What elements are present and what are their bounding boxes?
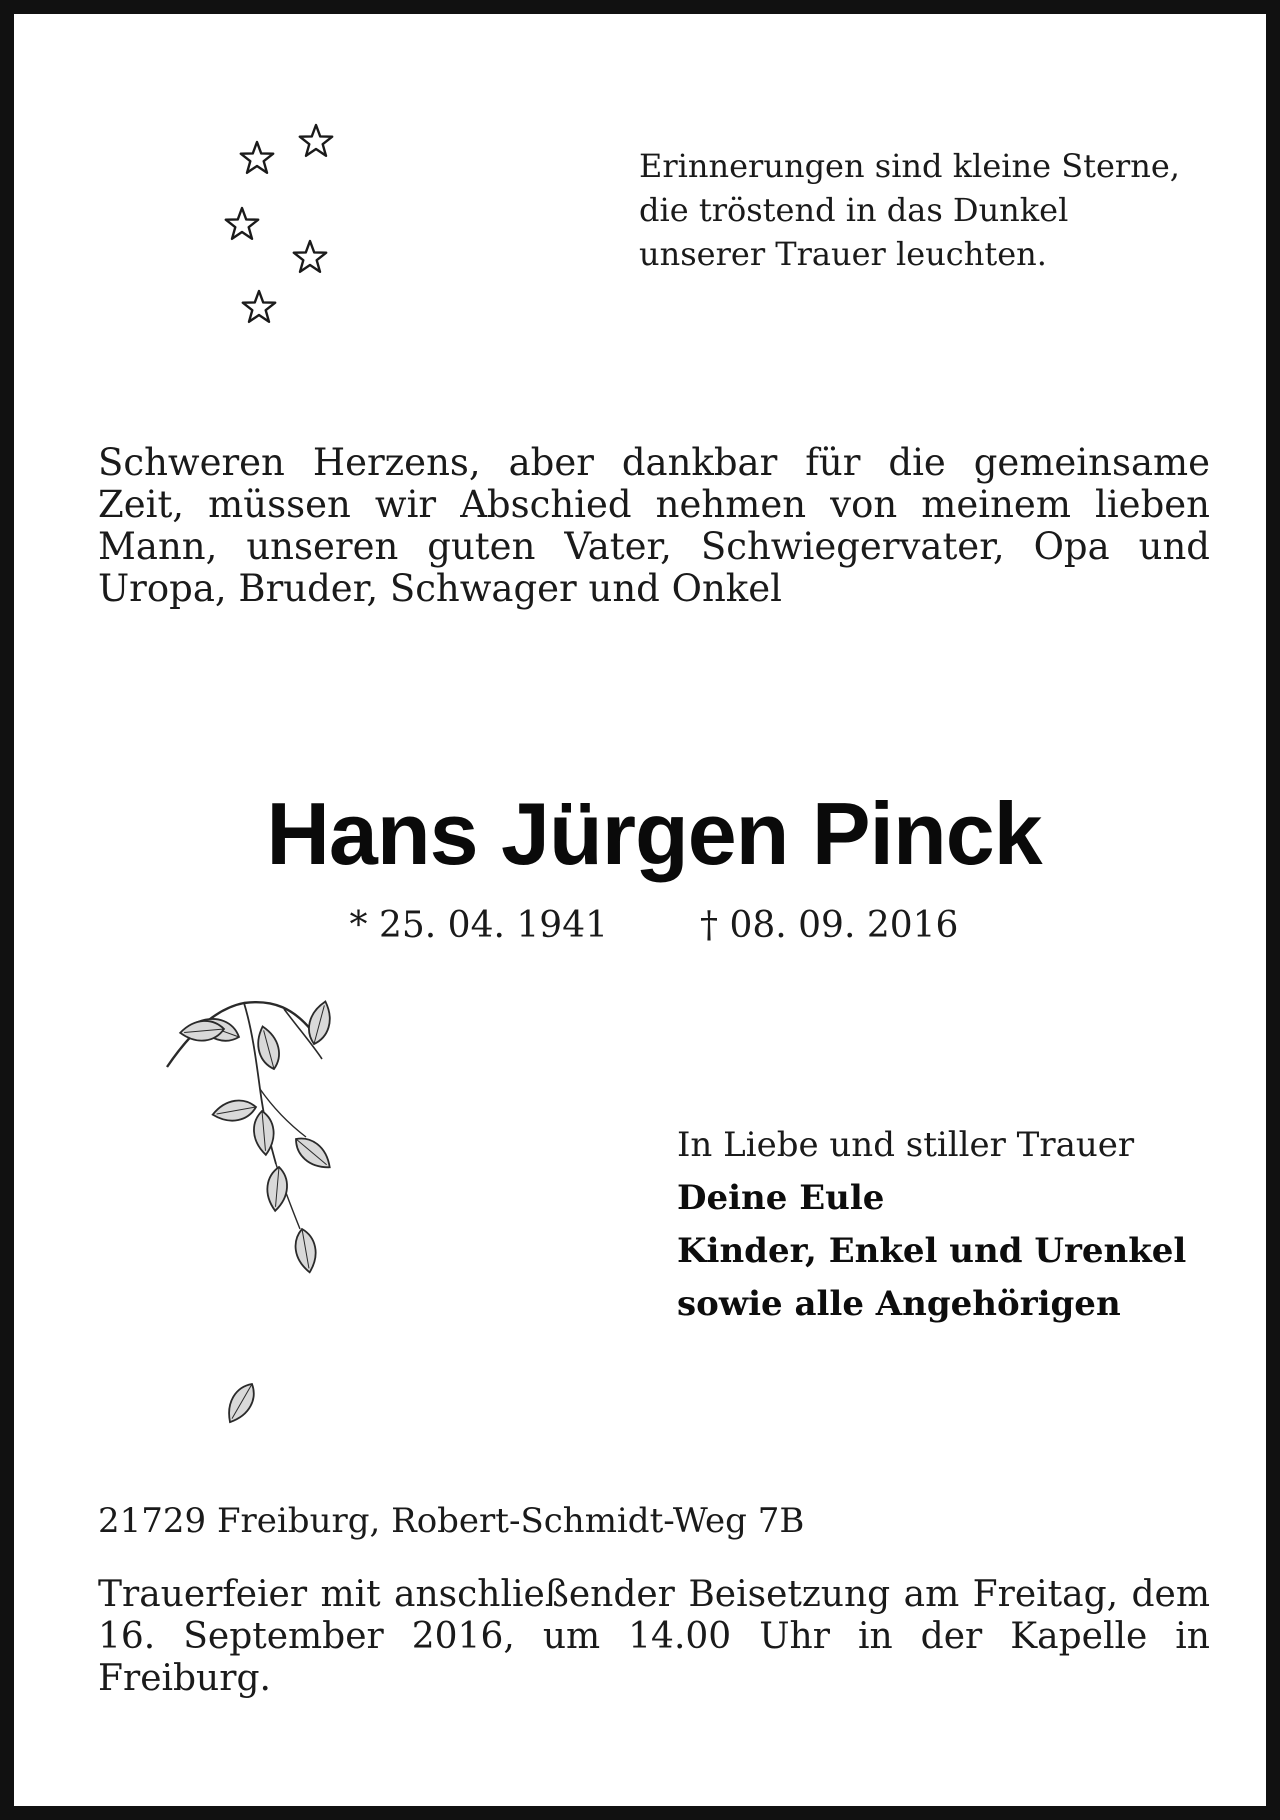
quote-line: unserer Trauer leuchten. [639,235,1047,273]
star-icon [226,208,258,239]
family-address: 21729 Freiburg, Robert-Schmidt-Weg 7B [98,1501,805,1541]
mourners-intro: In Liebe und stiller Trauer [677,1125,1135,1165]
stars-decoration [214,114,354,334]
memorial-quote [639,144,1239,276]
star-icon [294,241,326,272]
deceased-name: Hans Jürgen Pinck [266,784,1042,883]
death-date: † 08. 09. 2016 [700,905,959,946]
birth-date: * 25. 04. 1941 [349,905,608,946]
mourners-signature [677,1119,1237,1331]
life-dates [14,904,1280,948]
quote-line: die tröstend in das Dunkel [639,191,1069,229]
mourner-line: sowie alle Angehörigen [677,1284,1121,1324]
star-icon [300,125,332,156]
star-icon [241,142,273,173]
birch-branch-illustration [164,989,379,1439]
farewell-text: Schweren Herzens, aber dankbar für die gemeinsame Zeit, müssen wir Abschied nehmen von meinem lieben Mann, unseren guten Vater, Schwiegervater, Opa und Uropa, Bruder, Schwager und Onkel [98,441,1210,610]
mourner-line: Deine Eule [677,1178,885,1218]
mourner-line: Kinder, Enkel und Urenkel [677,1231,1187,1271]
funeral-details: Trauerfeier mit anschließender Beisetzung am Freitag, dem 16. September 2016, um 14.00 Uhr in der Kapelle in Freiburg. [98,1574,1210,1699]
quote-line: Erinnerungen sind kleine Sterne, [639,147,1180,185]
star-icon [243,291,275,322]
